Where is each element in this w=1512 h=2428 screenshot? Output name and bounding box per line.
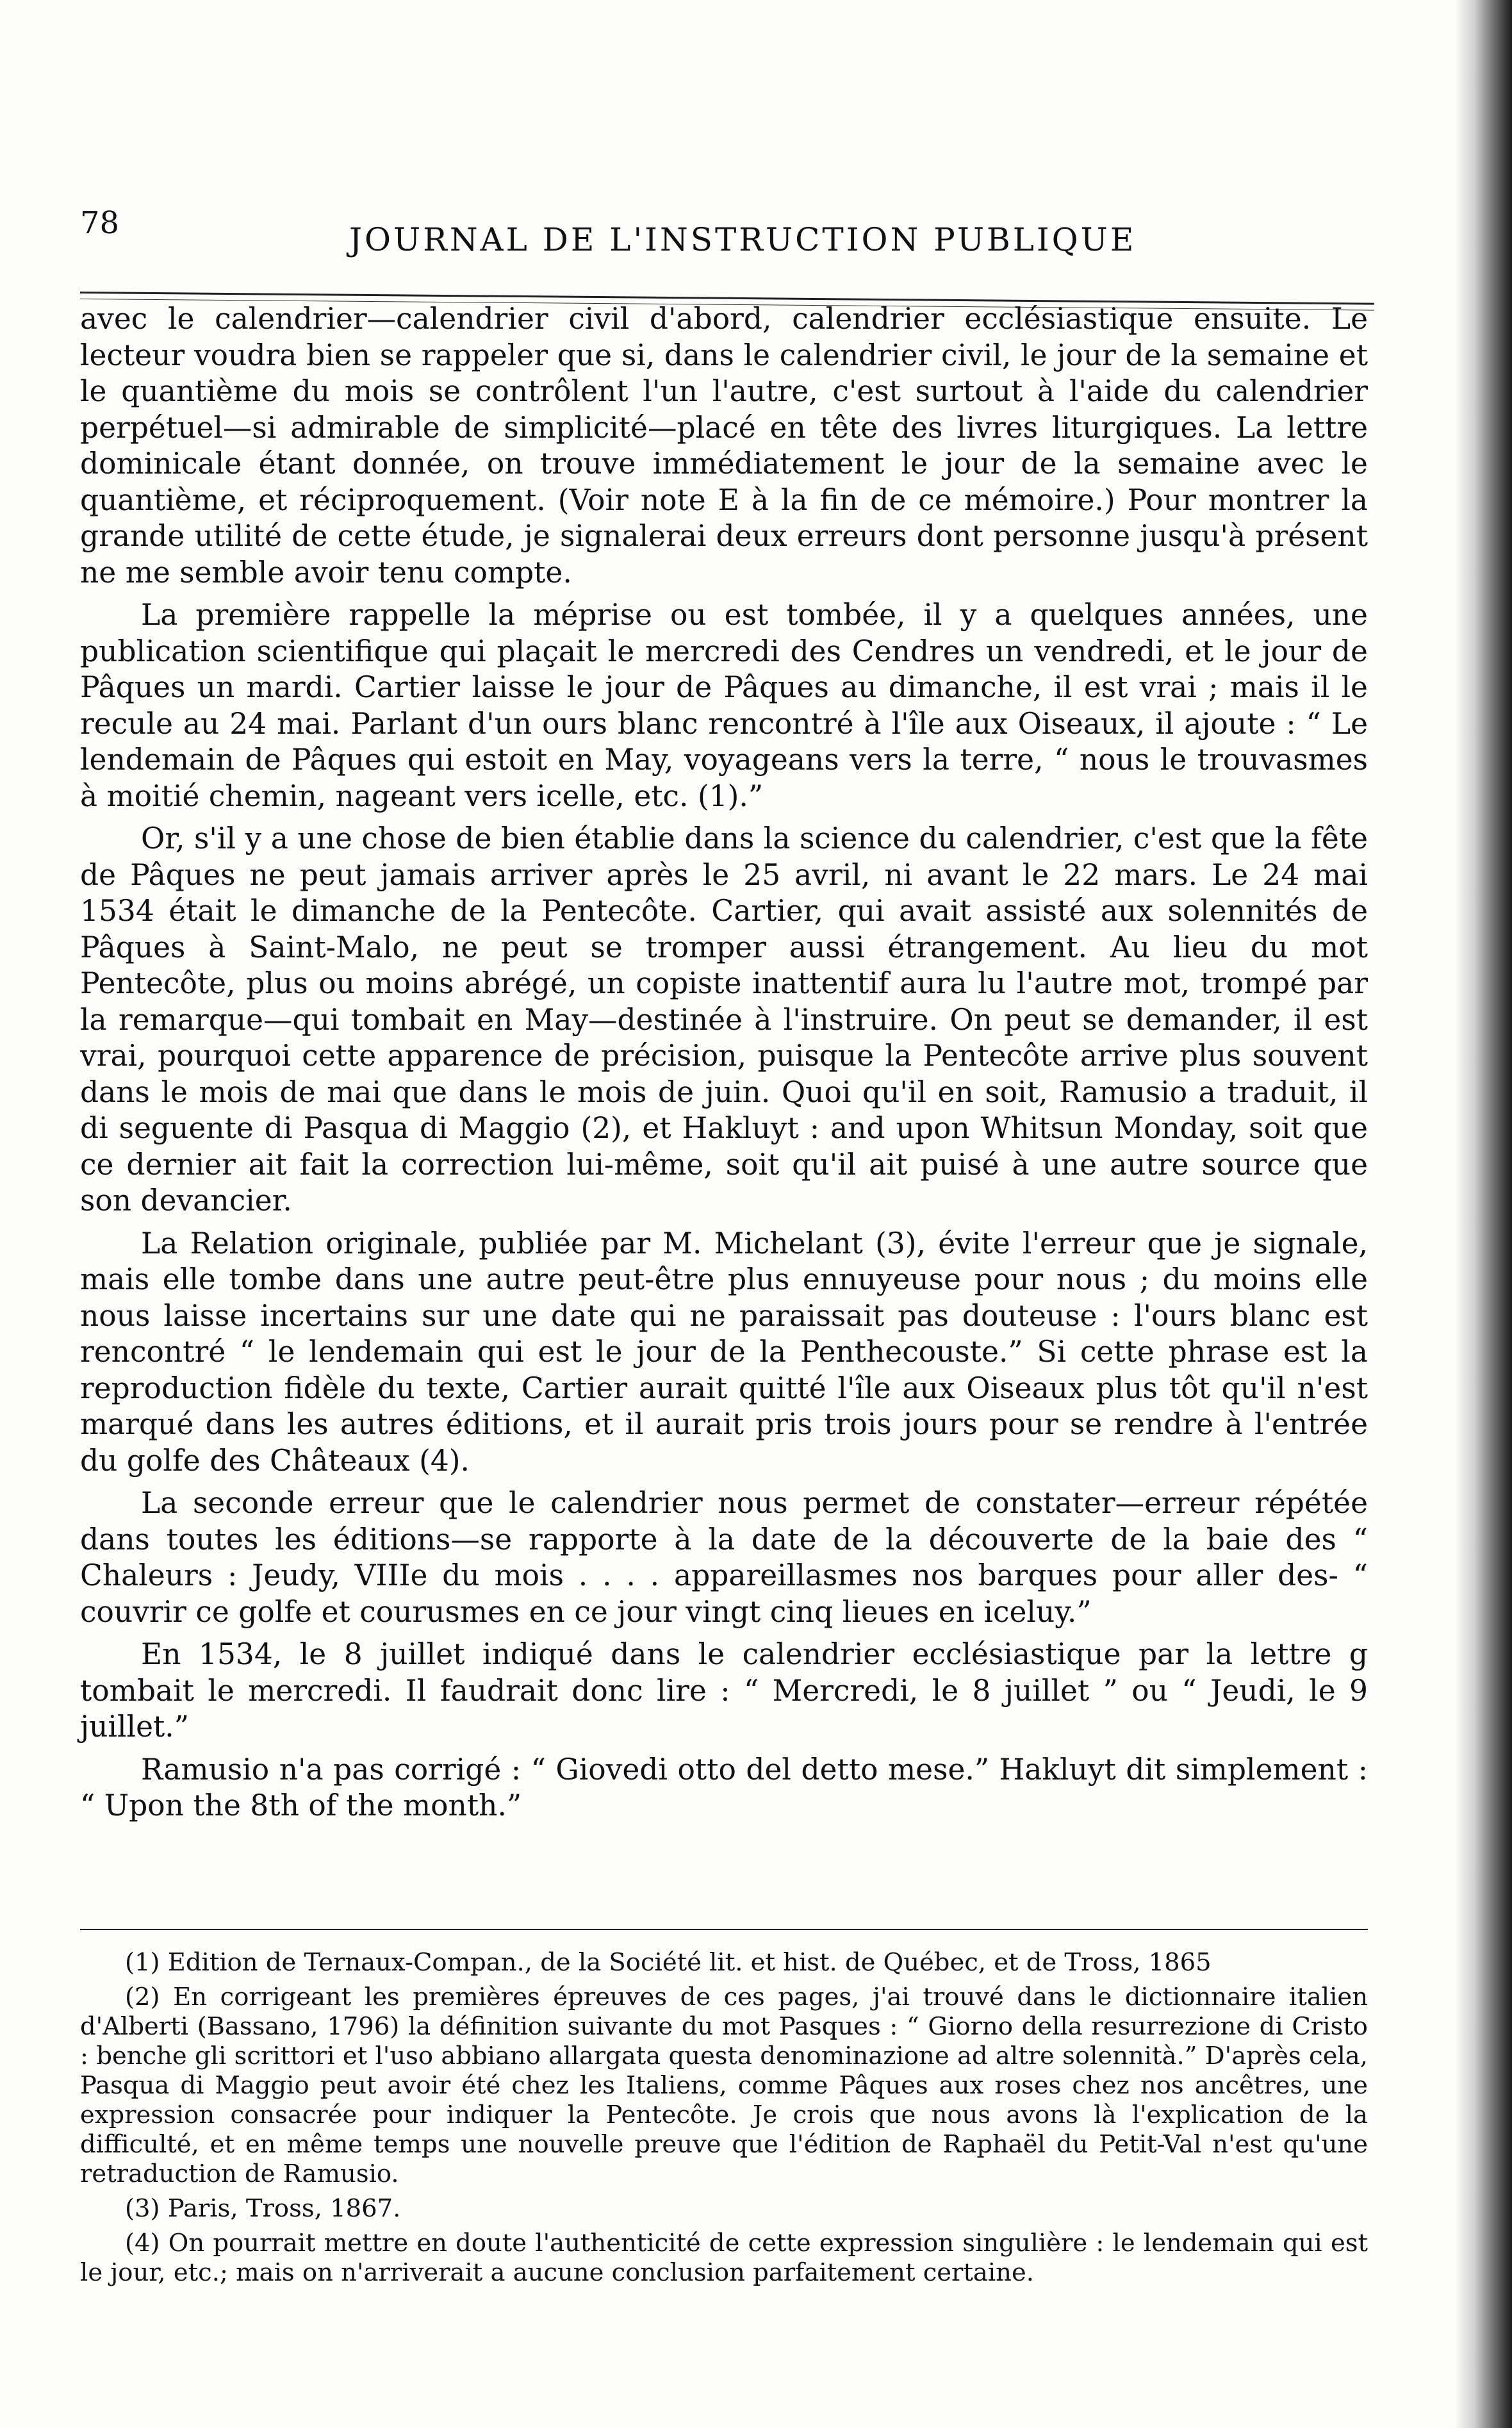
footnote: (1) Edition de Ternaux-Compan., de la Société lit. et hist. de Québec, et de Tross, 1865 (125, 1948, 1212, 1977)
paragraph: La Relation originale, publiée par M. Michelant (3), évite l'erreur que je signale, mais elle tombe dans une autre peut-être plus ennuyeuse pour nous ; du moins elle nous laisse incertains sur une date qui ne paraissait pas douteuse : l'ours blanc est rencontré “ le lendemain qui est le jour de la Penthecouste.” Si cette phrase est la reproduction fidèle du texte, Cartier aurait quitté l'île aux Oiseaux plus tôt qu'il n'est marqué dans les autres éditions, et il aurait pris trois jours pour se rendre à l'entrée du golfe des Châteaux (4). (80, 1226, 1368, 1478)
footnote: (3) Paris, Tross, 1867. (125, 2194, 401, 2223)
page-header (80, 199, 1381, 256)
paragraph: La première rappelle la méprise ou est tombée, il y a quelques années, une publication scientifique qui plaçait le mercredi des Cendres un vendredi, et le jour de Pâques un mardi. Cartier laisse le jour de Pâques au dimanche, il est vrai ; mais il le recule au 24 mai. Parlant d'un ours blanc rencontré à l'île aux Oiseaux, il ajoute : “ Le lendemain de Pâques qui estoit en May, voyageans vers la terre, “ nous le trouvasmes à moitié chemin, nageant vers icelle, etc. (1).” (80, 598, 1368, 813)
paragraph: En 1534, le 8 juillet indiqué dans le calendrier ecclésiastique par la lettre g tombait le mercredi. Il faudrait donc lire : “ Mercredi, le 8 juillet ” ou “ Jeudi, le 9 juillet.” (80, 1637, 1368, 1744)
footnote-rule (80, 1929, 1368, 1930)
paragraph: La seconde erreur que le calendrier nous permet de constater—erreur répétée dans toutes les éditions—se rapporte à la date de la découverte de la baie des “ Chaleurs : Jeudy, VIIIe du mois . . . . appareillasmes nos barques pour aller des- “ couvrir ce golfe et courusmes en ce jour vingt cinq lieues en iceluy.” (80, 1486, 1368, 1629)
running-title: JOURNAL DE L'INSTRUCTION PUBLIQUE (349, 221, 1137, 258)
paragraph: Or, s'il y a une chose de bien établie dans la science du calendrier, c'est que la fête de Pâques ne peut jamais arriver après le 25 avril, ni avant le 22 mars. Le 24 mai 1534 était le dimanche de la Pentecôte. Cartier, qui avait assisté aux solennités de Pâques à Saint-Malo, ne peut se tromper aussi étrangement. Au lieu du mot Pentecôte, plus ou moins abrégé, un copiste inattentif aura lu l'autre mot, trompé par la remarque—qui tombait en May—destinée à l'instruire. On peut se demander, il est vrai, pourquoi cette apparence de précision, puisque la Pentecôte arrive plus souvent dans le mois de mai que dans le mois de juin. Quoi qu'il en soit, Ramusio a traduit, il di seguente di Pasqua di Maggio (2), et Hakluyt : and upon Whitsun Monday, soit que ce dernier ait fait la correction lui-même, soit qu'il ait puisé à une autre source que son devancier. (80, 822, 1368, 1218)
paragraph: Ramusio n'a pas corrigé : “ Giovedi otto del detto mese.” Hakluyt dit simplement : “ Upon the 8th of the month.” (80, 1752, 1368, 1822)
book-binding-edge (1454, 0, 1512, 2428)
footnote: (4) On pourrait mettre en doute l'authenticité de cette expression singulière : le lendemain qui est le jour, etc.; mais on n'arriverait a aucune conclusion parfaitement certaine. (80, 2229, 1368, 2287)
footnote: (2) En corrigeant les premières épreuves de ces pages, j'ai trouvé dans le dictionnaire italien d'Alberti (Bassano, 1796) la définition suivante du mot Pasques : “ Giorno della resurrezione di Cristo : benche gli scrittori et l'uso abbiano allargata questa denominazione ad altre solennità.” D'après cela, Pasqua di Maggio peut avoir été chez les Italiens, comme Pâques aux roses chez nos ancêtres, une expression consacrée pour indiquer la Pentecôte. Je crois que nous avons là l'explication de la difficulté, et en même temps une nouvelle preuve que l'édition de Raphaël du Petit-Val n'est qu'une retraduction de Ramusio. (80, 1983, 1368, 2188)
footnotes (80, 1948, 1368, 2293)
paragraph: avec le calendrier—calendrier civil d'abord, calendrier ecclésiastique ensuite. Le lecteur voudra bien se rappeler que si, dans le calendrier civil, le jour de la semaine et le quantième du mois se contrôlent l'un l'autre, c'est surtout à l'aide du calendrier perpétuel—si admirable de simplicité—placé en tête des livres liturgiques. La lettre dominicale étant donnée, on trouve immédiatement le jour de la semaine avec le quantième, et réciproquement. (Voir note E à la fin de ce mémoire.) Pour montrer la grande utilité de cette étude, je signalerai deux erreurs dont personne jusqu'à présent ne me semble avoir tenu compte. (80, 302, 1368, 590)
body-text (80, 301, 1368, 1831)
page-number: 78 (80, 205, 120, 241)
